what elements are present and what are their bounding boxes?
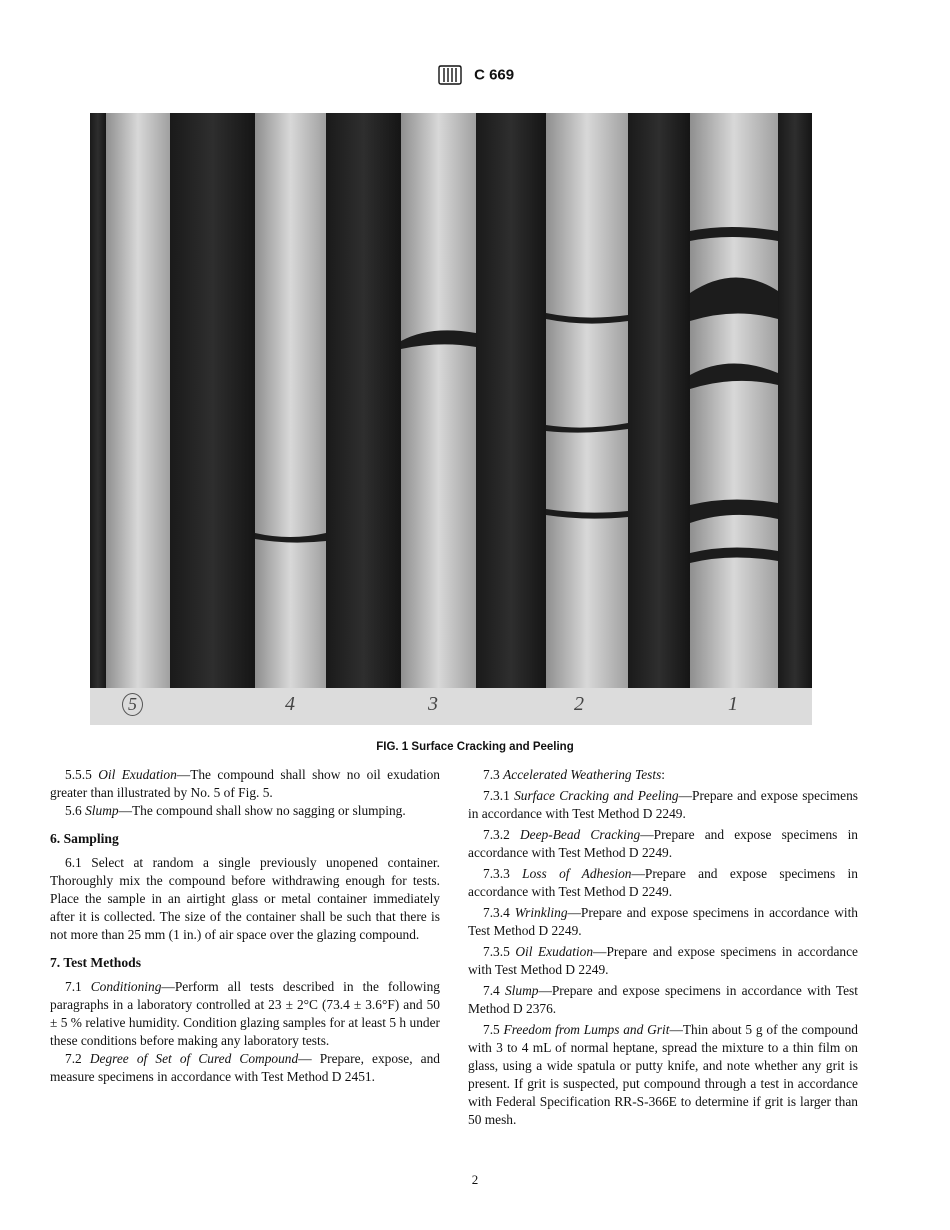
paragraph-7-3-3: 7.3.3 Loss of Adhesion—Prepare and expose specimens in accordance with Test Method D 2249.	[468, 866, 858, 899]
paragraph-7-3-4: 7.3.4 Wrinkling—Prepare and expose specimens in accordance with Test Method D 2249.	[468, 905, 858, 938]
paragraph-7-1: 7.1 Conditioning—Perform all tests described in the following paragraphs in a laboratory controlled at 23 ± 2°C (73.4 ± 3.6°F) and 50 ± 5 % relative humidity. Condition glazing samples for at least 5 h under these conditions before making any laboratory tests.	[50, 979, 440, 1048]
figure-caption: FIG. 1 Surface Cracking and Peeling	[376, 741, 574, 753]
specimen-label: 1	[728, 693, 738, 715]
paragraph-7-3-1: 7.3.1 Surface Cracking and Peeling—Prepare and expose specimens in accordance with Test Method D 2249.	[468, 788, 858, 821]
left-column	[50, 766, 440, 1086]
paragraph-5-5-5: 5.5.5 Oil Exudation—The compound shall show no oil exudation greater than illustrated by No. 5 of Fig. 5.	[50, 767, 440, 800]
specimen-labels	[90, 691, 812, 721]
page-number: 2	[471, 1172, 479, 1187]
section-heading-sampling: 6. Sampling	[50, 831, 119, 846]
section-heading-test-methods: 7. Test Methods	[50, 955, 142, 970]
specimen-label: 3	[428, 693, 438, 715]
paragraph-7-2: 7.2 Degree of Set of Cured Compound— Prepare, expose, and measure specimens in accordance with Test Method D 2451.	[50, 1051, 440, 1084]
specimen-label: 5	[122, 693, 143, 716]
right-column	[468, 766, 858, 1129]
specimen-label: 4	[285, 693, 295, 715]
figure-photo	[90, 113, 812, 725]
paragraph-7-5: 7.5 Freedom from Lumps and Grit—Thin about 5 g of the compound with 3 to 4 mL of normal heptane, spread the mixture to a thin film on glass, using a wide spatula or putty knife, and note whether any grit is present. If grit is suspected, put compound through a test in accordance with Federal Specification RR-S-366E to determine if grit is larger than 50 mesh.	[468, 1022, 858, 1127]
designation: C 669	[474, 66, 515, 84]
specimen-label: 2	[574, 693, 584, 715]
paragraph-7-3-2: 7.3.2 Deep-Bead Cracking—Prepare and expose specimens in accordance with Test Method D 2249.	[468, 827, 858, 860]
page-header	[0, 64, 950, 86]
paragraph-7-3-5: 7.3.5 Oil Exudation—Prepare and expose specimens in accordance with Test Method D 2249.	[468, 944, 858, 977]
paragraph-6-1: 6.1 Select at random a single previously unopened container. Thoroughly mix the compound before withdrawing enough for tests. Place the sample in an airtight glass or metal container immediately after it is collected. The size of the container shall be such that there is not more than 25 mm (1 in.) of air space over the glazing compound.	[50, 855, 440, 942]
paragraph-7-3: 7.3 Accelerated Weathering Tests:	[483, 767, 666, 782]
astm-logo-icon	[436, 64, 464, 86]
paragraph-7-4: 7.4 Slump—Prepare and expose specimens in accordance with Test Method D 2376.	[468, 983, 858, 1016]
paragraph-5-6: 5.6 Slump—The compound shall show no sagging or slumping.	[65, 803, 406, 818]
